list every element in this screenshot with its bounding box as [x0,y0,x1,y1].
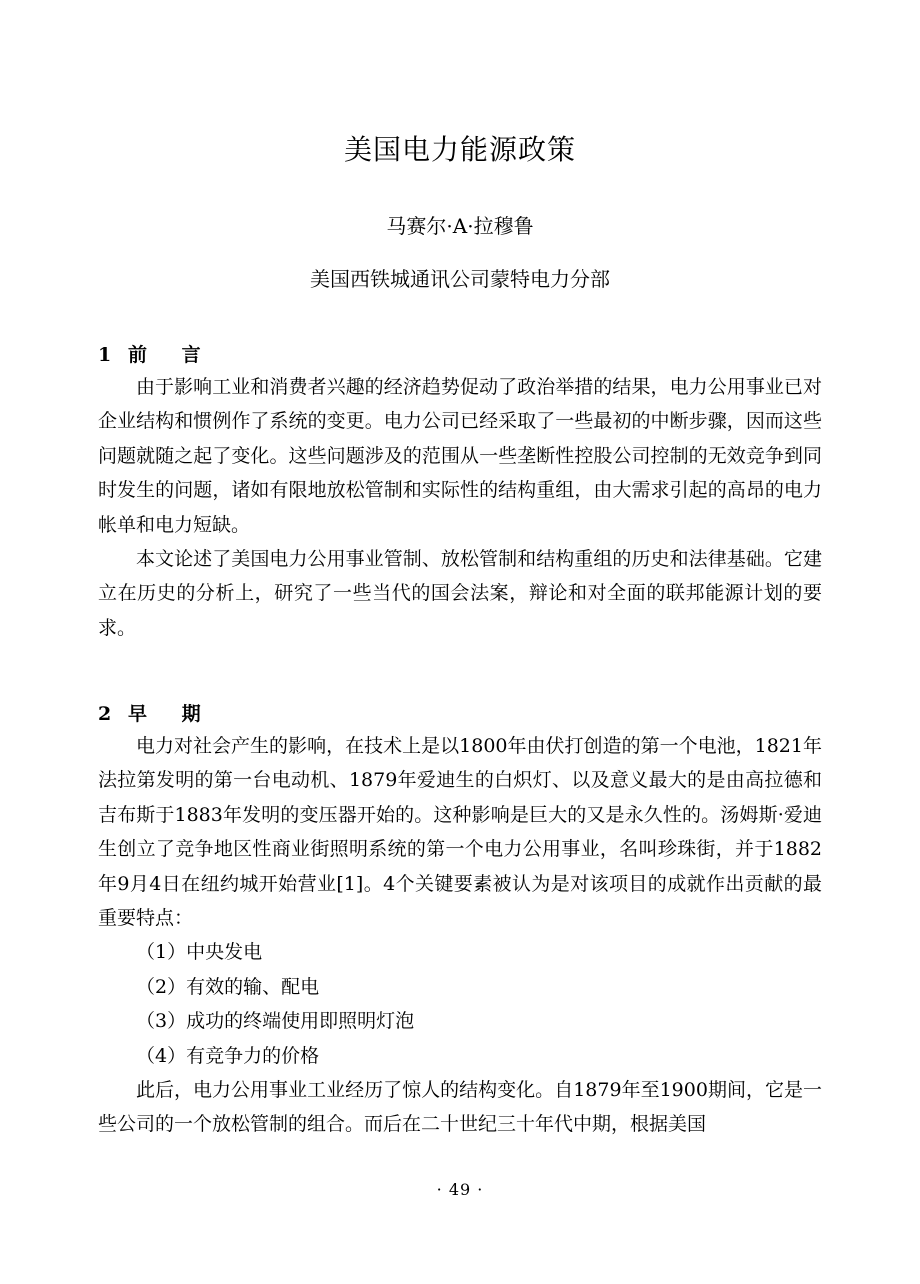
section-heading [98,343,822,368]
list-item: （1）中央发电 [136,941,263,964]
list-item: （2）有效的输、配电 [136,975,320,998]
paragraph: 本文论述了美国电力公用事业管制、放松管制和结构重组的历史和法律基础。它建立在历史的分析上，研究了一些当代的国会法案，辩论和对全面的联邦能源计划的要求。 [98,548,822,639]
list-item: （3）成功的终端使用即照明灯泡 [136,1010,415,1033]
paragraph: 由于影响工业和消费者兴趣的经济趋势促动了政治举措的结果，电力公用事业已对企业结构和惯例作了系统的变更。电力公司已经采取了一些最初的中断步骤，因而这些问题就随之起了变化。这些问题涉及的范围从一些垄断性控股公司控制的无效竞争到同时发生的问题，诸如有限地放松管制和实际性的结构重组，由大需求引起的高昂的电力帐单和电力短缺。 [98,376,822,536]
section-early-period [98,702,822,1142]
list-item: （4）有竞争力的价格 [136,1044,320,1067]
section-number: 1 [98,344,112,366]
document-title: 美国电力能源政策 [343,133,576,166]
paragraph: 此后，电力公用事业工业经历了惊人的结构变化。自1879年至1900期间，它是一些公司的一个放松管制的组合。而后在二十世纪三十年代中期，根据美国 [98,1079,822,1136]
author-name: 马赛尔·A·拉穆鲁 [386,214,534,238]
section-number: 2 [98,703,112,725]
section-heading [98,702,822,727]
paragraph: 电力对社会产生的影响，在技术上是以1800年由伏打创造的第一个电池，1821年法拉第发明的第一台电动机、1879年爱迪生的白炽灯、以及意义最大的是由高拉德和吉布斯于1883年发明的变压器开始的。这种影响是巨大的又是永久性的。汤姆斯·爱迪生创立了竞争地区性商业街照明系统的第一个电力公用事业，名叫珍珠街，并于1882年9月4日在纽约城开始营业[1]。4个关键要素被认为是对该项目的成就作出贡献的最重要特点： [98,735,822,930]
page-number: · 49 · [436,1180,484,1199]
section-title: 前 言 [128,344,215,366]
author-affiliation: 美国西铁城通讯公司蒙特电力分部 [310,267,610,291]
section-introduction [98,343,822,645]
section-title: 早 期 [128,703,215,725]
